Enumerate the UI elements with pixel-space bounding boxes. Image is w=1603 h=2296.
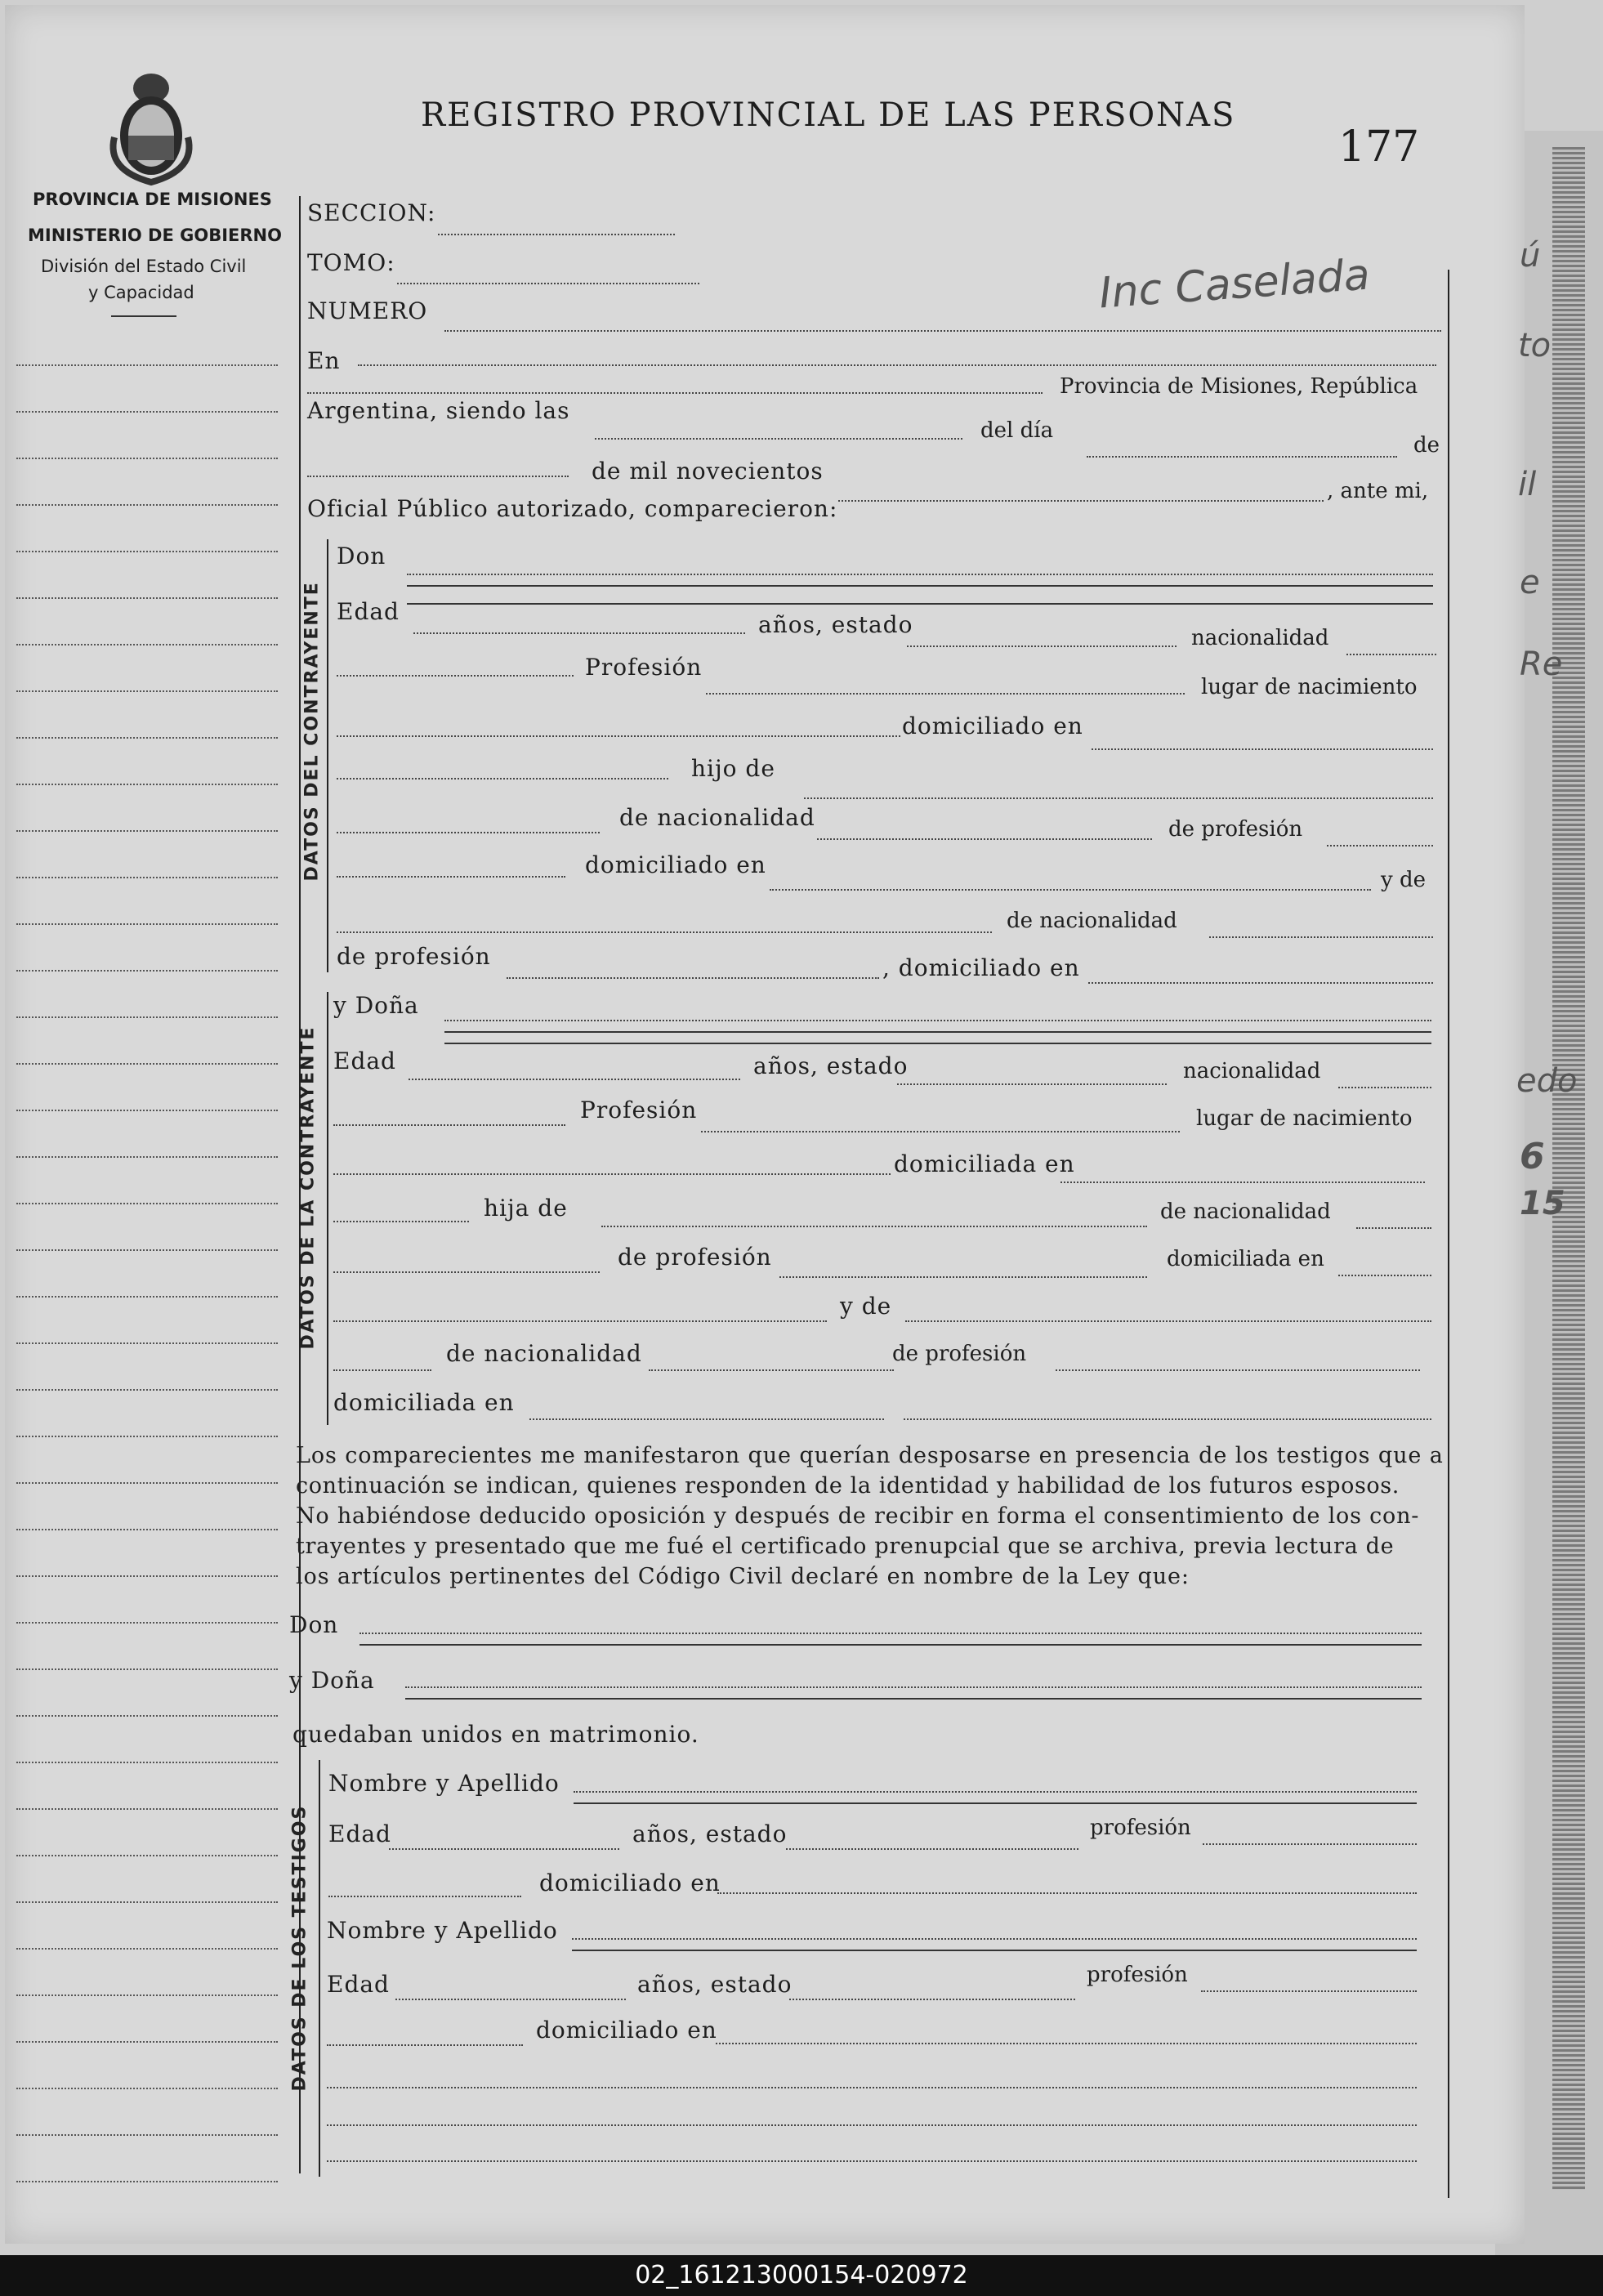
nacionalidad-cont-field[interactable] [337,675,574,677]
tomo-field[interactable] [397,283,699,284]
profesion-field-f[interactable] [701,1131,1180,1132]
margin-line [16,597,278,599]
madre-profesion-label-f: de profesión [892,1342,1027,1366]
margin-line [16,1296,278,1298]
anio-field[interactable] [838,500,1324,502]
domiciliado-field[interactable] [1092,748,1433,750]
margin-line [16,1482,278,1484]
padre-domicilio-field[interactable] [770,889,1371,891]
testigo1-domicilio-field[interactable] [717,1892,1417,1894]
coat-of-arms-icon [106,64,196,186]
en-field-2[interactable] [307,392,1043,394]
testigo1-edad-field[interactable] [389,1848,619,1850]
right-vertical-rule [1448,270,1449,2198]
padre-domicilio-field-f[interactable] [1338,1275,1431,1276]
dona-underline-2 [444,1043,1431,1044]
margin-line [16,1389,278,1391]
lugar-field-f[interactable] [333,1173,891,1175]
heading-underline [111,315,176,317]
margin-line [16,1156,278,1158]
y-de-label: y de [1381,868,1426,892]
testigo1-underline [574,1802,1417,1804]
padre-profesion-label: de profesión [1168,817,1303,842]
margin-line [16,784,278,785]
margin-line [16,2181,278,2182]
padre-field-f[interactable] [601,1226,1147,1227]
margin-line [16,737,278,739]
margin-line [16,458,278,459]
adjacent-handwriting-1: ú [1520,237,1541,275]
esposa-underline [405,1698,1422,1700]
domiciliado-cont-field[interactable] [337,778,668,779]
testigo2-profesion-label: profesión [1087,1963,1188,1987]
margin-line [16,644,278,645]
margin-line [16,551,278,552]
testigo2-domicilio-field[interactable] [716,2043,1417,2044]
testigo1-profesion-label: profesión [1090,1816,1191,1840]
province-heading: PROVINCIA DE MISIONES [33,190,272,209]
testigo1-estado-field[interactable] [786,1848,1078,1850]
margin-line [16,1016,278,1018]
del-dia-text: del día [980,418,1054,443]
dia-field[interactable] [1087,456,1397,458]
margin-line [16,690,278,692]
madre-nacionalidad-field-f[interactable] [649,1369,894,1371]
padre-domicilio-cont-f[interactable] [333,1320,827,1322]
don-field[interactable] [407,574,1433,575]
en-field[interactable] [358,364,1436,366]
ministry-heading: MINISTERIO DE GOBIERNO [28,226,282,245]
esposo-don-label: Don [289,1611,339,1638]
y-de-label-f: y de [840,1293,892,1320]
signature-handwriting: Inc Caselada [1097,250,1372,319]
dona-field[interactable] [444,1020,1431,1021]
madre-field[interactable] [337,931,992,933]
padre-nacionalidad-label-f: de nacionalidad [1160,1199,1331,1224]
padre-cont-field[interactable] [337,832,600,833]
estado-field[interactable] [907,645,1177,647]
en-label: En [307,347,341,374]
madre-domicilio-field-f[interactable] [529,1418,884,1420]
mes-field[interactable] [307,476,569,477]
lugar-nacimiento-label-f: lugar de nacimiento [1196,1106,1413,1131]
testigo1-anos-label: años, estado [632,1820,788,1847]
margin-line [16,1762,278,1763]
testigo2-underline [572,1950,1417,1951]
hora-field[interactable] [595,438,962,440]
seccion-label: SECCION: [307,199,436,226]
testigo2-domiciliado-label: domiciliado en [536,2017,717,2044]
margin-line [16,1203,278,1204]
domiciliada-label-f: domiciliada en [894,1150,1075,1177]
edad-field-f[interactable] [409,1079,740,1080]
madre-profesion-label: de profesión [337,943,491,970]
margin-line [16,1249,278,1251]
margin-line [16,1529,278,1530]
provincia-text: Provincia de Misiones, República [1060,374,1418,399]
adjacent-handwriting-5: Re [1520,645,1563,683]
estado-field-f[interactable] [897,1083,1167,1085]
madre-profesion-field-f[interactable] [1056,1369,1420,1371]
testigo2-profesion-field[interactable] [1201,1990,1417,1992]
testigo2-edad-label: Edad [327,1971,390,1998]
padre-nacionalidad-cont-f[interactable] [333,1271,600,1273]
declaration-line-5: los artículos pertinentes del Código Civil declaré en nombre de la Ley que: [296,1564,1190,1589]
edad-label-f: Edad [333,1047,396,1074]
padre-profesion-cont-field[interactable] [337,876,565,878]
margin-line [16,2088,278,2089]
padre-profesion-field[interactable] [1327,845,1433,846]
testigo1-domicilio-cont[interactable] [328,1896,521,1897]
testigo2-estado-field[interactable] [789,1999,1075,2000]
declaration-line-2: continuación se indican, quienes responden de la identidad y habilidad de los futuros esposos. [296,1473,1400,1499]
margin-line [16,1808,278,1810]
margin-line [16,1110,278,1111]
margin-line [16,1668,278,1670]
padre-nacionalidad-label: de nacionalidad [619,804,815,831]
ante-mi-text: , ante mi, [1327,479,1429,503]
y-dona-label: y Doña [333,992,419,1019]
margin-line [16,877,278,878]
edad-label: Edad [337,598,400,625]
de-text: de [1413,433,1440,458]
madre-domiciliado-label: , domiciliado en [882,954,1080,981]
margin-line [16,970,278,972]
lugar-nacimiento-label: lugar de nacimiento [1201,675,1418,699]
domiciliado-label: domiciliado en [902,712,1083,739]
margin-line [16,923,278,925]
margin-line [16,1855,278,1856]
testigos-side-label: DATOS DE LOS TESTIGOS [289,1804,310,2092]
profesion-label: Profesión [585,654,703,681]
adjacent-handwriting-8: 15 [1520,1185,1565,1222]
testigo1-profesion-field[interactable] [1203,1843,1417,1845]
contrayente-side-label: DATOS DEL CONTRAYENTE [301,581,323,882]
testigo2-nombre-field[interactable] [572,1938,1417,1940]
padre-field[interactable] [804,797,1433,799]
testigos-rule [319,1760,320,2177]
margin-line [16,2041,278,2043]
testigo2-anos-label: años, estado [637,1971,793,1998]
padre-nacionalidad-field[interactable] [817,838,1152,840]
contrayenta-rule [327,992,328,1425]
padre-domiciliada-label-f: domiciliada en [1167,1247,1324,1271]
extra-line-3[interactable] [327,2160,1417,2162]
margin-line [16,504,278,506]
profesion-field[interactable] [706,693,1185,695]
nacionalidad-field-f[interactable] [1338,1087,1431,1088]
lugar-field[interactable] [337,735,900,737]
adjacent-handwriting-3: il [1518,466,1537,503]
padre-nacionalidad-field-f[interactable] [1356,1227,1431,1229]
padre-profesion-field-f[interactable] [779,1276,1147,1278]
contrayenta-side-label: DATOS DE LA CONTRAYENTE [297,1025,319,1350]
domiciliada-cont-field-f[interactable] [333,1221,469,1222]
padre-profesion-label-f: de profesión [618,1244,772,1271]
testigo1-nombre-field[interactable] [574,1791,1417,1793]
adjacent-handwriting-2: to [1518,327,1552,364]
margin-line [16,1994,278,1996]
nacionalidad-cont-field-f[interactable] [333,1124,565,1126]
esposa-dona-label: y Doña [289,1667,375,1694]
esposo-underline [359,1644,1422,1646]
hija-de-label: hija de [484,1195,568,1222]
extra-line-2[interactable] [327,2124,1417,2126]
madre-domiciliada-label-f: domiciliada en [333,1389,515,1416]
nacionalidad-label: nacionalidad [1191,626,1329,650]
declaration-line-3: No habiéndose deducido oposición y después de recibir en forma el consentimiento de los con- [296,1503,1420,1529]
numero-label: NUMERO [307,297,428,324]
nacionalidad-label-f: nacionalidad [1183,1059,1321,1083]
testigo2-nombre-label: Nombre y Apellido [327,1917,558,1944]
esposa-field[interactable] [405,1686,1422,1688]
margin-line [16,1948,278,1950]
madre-nacionalidad-field[interactable] [1209,936,1433,938]
testigo1-edad-label: Edad [328,1820,391,1847]
margin-line [16,1342,278,1344]
madre-domicilio-field-f2[interactable] [904,1418,1431,1420]
testigo1-nombre-label: Nombre y Apellido [328,1770,560,1797]
anos-estado-label-f: años, estado [753,1052,909,1079]
madre-profesion-field[interactable] [507,977,879,979]
margin-line [16,364,278,366]
margin-line [16,1901,278,1903]
margin-line [16,2134,278,2136]
madre-nacionalidad-label: de nacionalidad [1007,909,1177,933]
adjacent-handwriting-4: e [1520,564,1540,601]
numero-field[interactable] [444,330,1441,332]
margin-line [16,830,278,832]
tomo-label: TOMO: [307,249,395,276]
nacionalidad-field[interactable] [1346,654,1436,655]
seccion-field[interactable] [438,234,675,235]
testigo2-edad-field[interactable] [395,1999,626,2000]
book-binding [1552,147,1585,2190]
madre-cont-f[interactable] [333,1369,431,1371]
contrayente-rule [327,539,328,972]
anos-estado-label: años, estado [758,611,913,638]
document-title: REGISTRO PROVINCIAL DE LAS PERSONAS [421,96,1236,134]
domiciliada-field-f[interactable] [1060,1182,1425,1183]
testigo1-domiciliado-label: domiciliado en [539,1869,721,1896]
division-line-1: División del Estado Civil [41,257,247,276]
dona-underline [444,1031,1431,1033]
argentina-siendo-text: Argentina, siendo las [307,397,570,424]
edad-field[interactable] [413,632,745,634]
profesion-label-f: Profesión [580,1097,698,1123]
quedaban-text: quedaban unidos en matrimonio. [292,1721,699,1748]
don-label: Don [337,543,386,570]
don-underline-2 [407,603,1433,605]
don-underline [407,585,1433,587]
esposo-field[interactable] [359,1633,1422,1634]
margin-line [16,1575,278,1577]
division-line-2: y Capacidad [88,283,194,302]
adjacent-handwriting-7: 6 [1520,1136,1545,1177]
padre-domiciliado-label: domiciliado en [585,851,766,878]
declaration-line-1: Los comparecientes me manifestaron que querían desposarse en presencia de los testigos que a [296,1443,1444,1468]
margin-line [16,411,278,413]
de-mil-text: de mil novecientos [592,458,824,485]
margin-line [16,1436,278,1437]
madre-nacionalidad-label-f: de nacionalidad [446,1340,642,1367]
margin-line [16,1715,278,1717]
page-number: 177 [1338,123,1420,172]
adjacent-handwriting-6: edo [1516,1062,1578,1100]
hijo-de-label: hijo de [691,755,775,782]
madre-domicilio-field[interactable] [1088,982,1433,984]
madre-field-f[interactable] [905,1320,1431,1322]
margin-line [16,1063,278,1065]
margin-line [16,1622,278,1624]
declaration-line-4: trayentes y presentado que me fué el certificado prenupcial que se archiva, previa lectura de [296,1534,1395,1559]
extra-line-1[interactable] [327,2087,1417,2088]
oficial-text: Oficial Público autorizado, comparecieron: [307,495,838,522]
image-caption: 02_161213000154-020972 [0,2255,1603,2296]
testigo2-domicilio-cont[interactable] [327,2044,523,2046]
